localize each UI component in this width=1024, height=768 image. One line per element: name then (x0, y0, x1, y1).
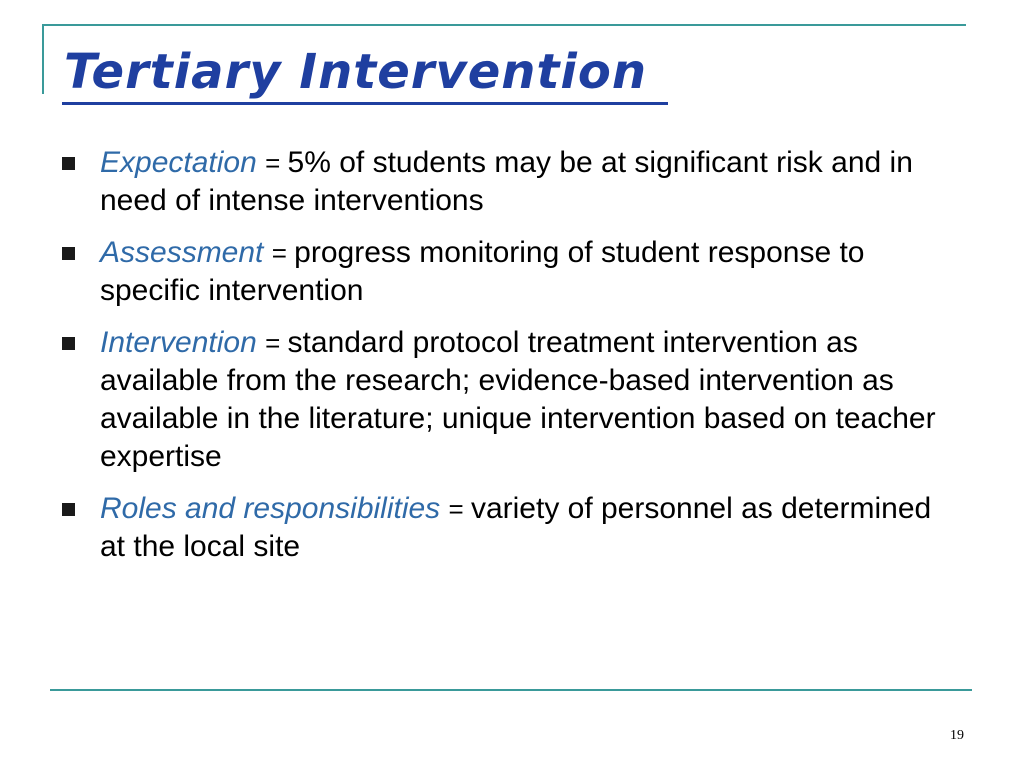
bullet-separator: = (271, 238, 295, 268)
bullet-list (62, 144, 952, 580)
square-bullet-icon (62, 157, 75, 170)
frame-bottom-line (50, 689, 972, 691)
bullet-term: Expectation (100, 146, 257, 179)
bullet-text: progress monitoring of student response to specific intervention (100, 236, 865, 307)
page-number: 19 (950, 728, 964, 743)
square-bullet-icon (62, 337, 75, 350)
bullet-text: variety of personnel as determined at the local site (100, 492, 932, 563)
bullet-text: standard protocol treatment intervention as available from the research; evidence-based intervention as available in the literature; unique intervention based on teacher expertise (100, 326, 936, 473)
bullet-term: Assessment (100, 236, 264, 269)
bullet-item (62, 234, 952, 310)
square-bullet-icon (62, 503, 75, 516)
bullet-term: Intervention (100, 326, 257, 359)
bullet-item (62, 324, 952, 476)
slide-title: Tertiary Intervention (64, 44, 648, 100)
bullet-text: 5% of students may be at significant risk and in need of intense interventions (100, 146, 913, 217)
bullet-item (62, 144, 952, 220)
title-underline (62, 102, 668, 105)
frame-vertical-line (42, 24, 44, 94)
bullet-separator: = (448, 494, 471, 524)
bullet-term: Roles and responsibilities (100, 492, 441, 525)
bullet-separator: = (265, 148, 288, 178)
bullet-separator: = (265, 328, 288, 358)
bullet-item (62, 490, 952, 566)
frame-top-line (42, 24, 966, 26)
square-bullet-icon (62, 247, 75, 260)
